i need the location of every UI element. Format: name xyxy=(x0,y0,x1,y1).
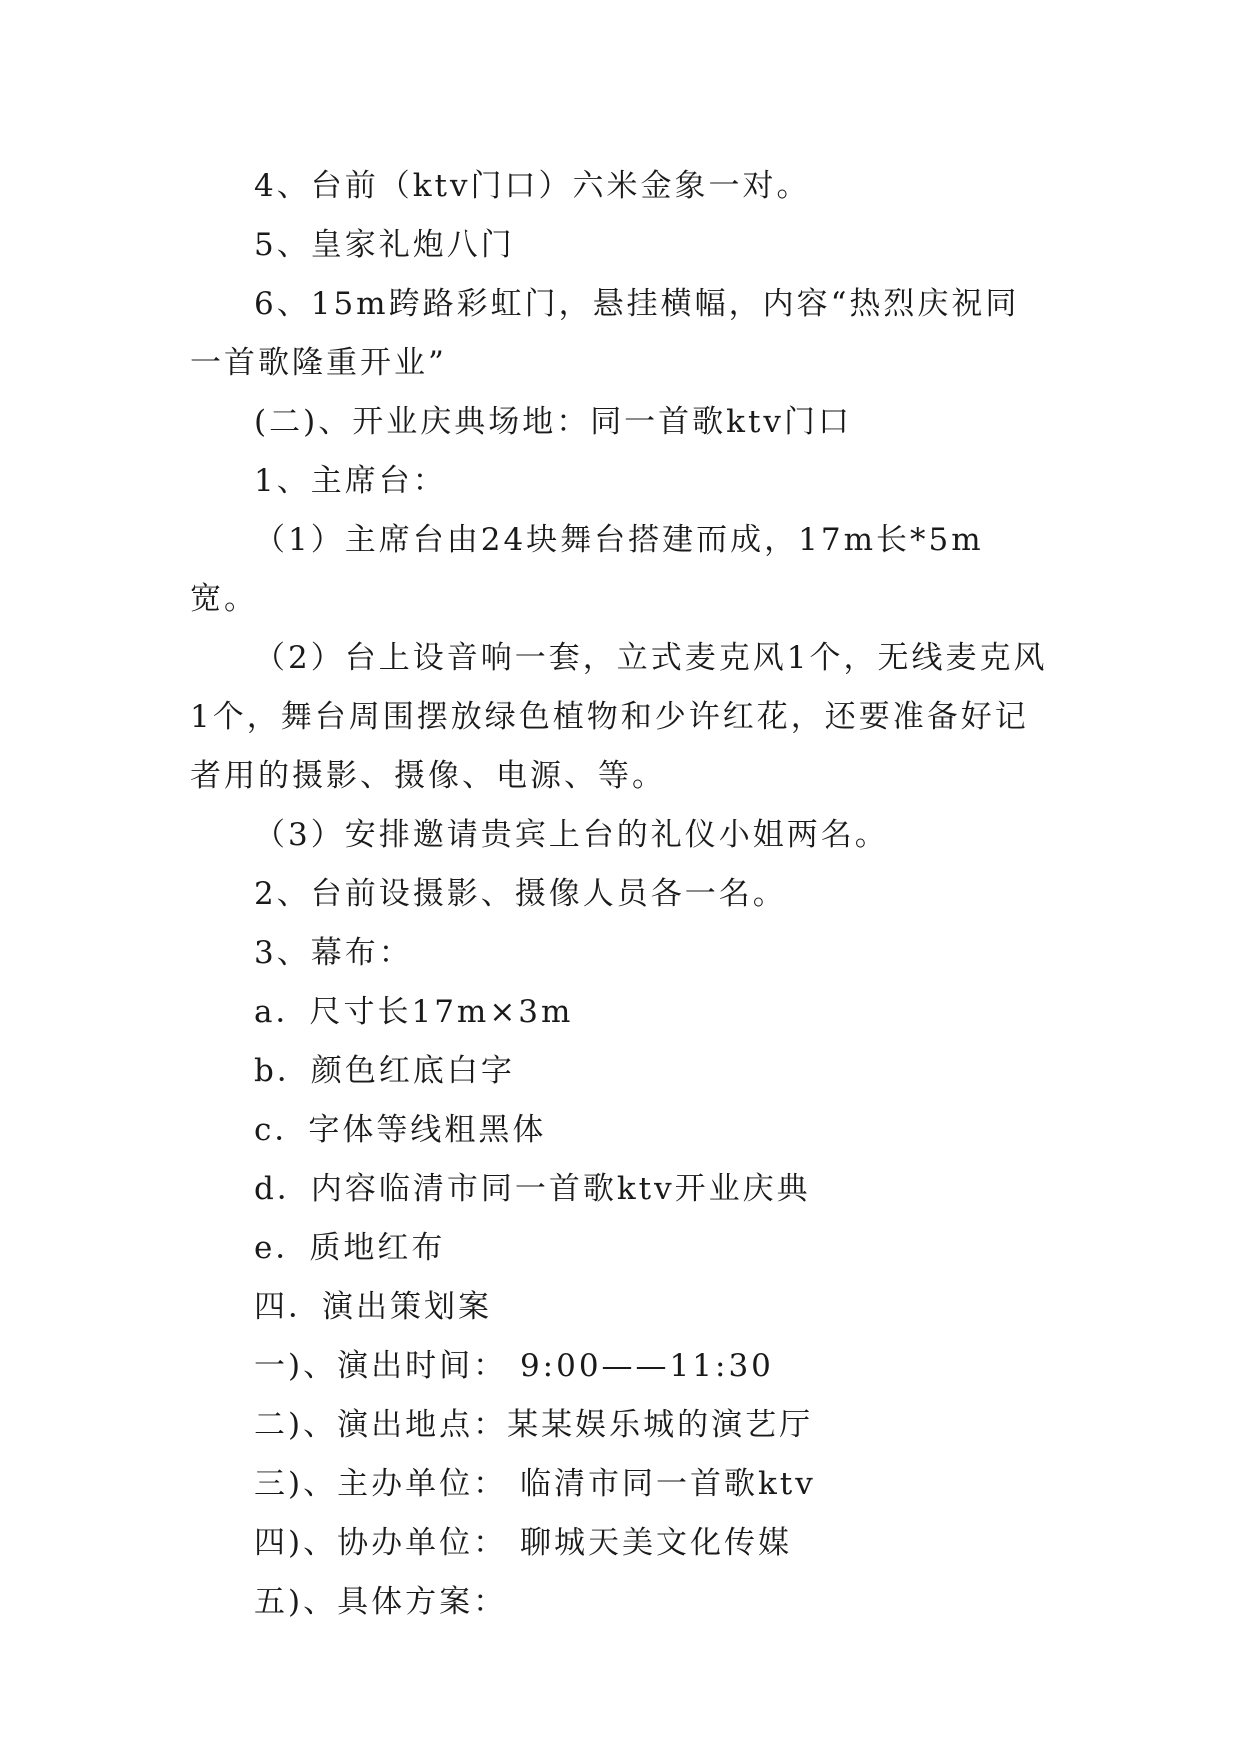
paragraph-venue-heading: (二)、开业庆典场地：同一首歌ktv门口 xyxy=(254,404,852,440)
paragraph-royal-salute: 5、皇家礼炮八门 xyxy=(254,227,515,263)
document-body xyxy=(190,157,1050,1632)
paragraph-organizer: 三)、主办单位： 临清市同一首歌ktv xyxy=(254,1466,816,1502)
paragraph-etiquette-hostesses: （3）安排邀请贵宾上台的礼仪小姐两名。 xyxy=(254,817,889,853)
paragraph-backdrop-color: b．颜色红底白字 xyxy=(254,1053,515,1089)
paragraph-backdrop-content: d．内容临清市同一首歌ktv开业庆典 xyxy=(254,1171,811,1207)
paragraph-performance-location: 二)、演出地点：某某娱乐城的演艺厅 xyxy=(254,1407,814,1443)
paragraph-golden-elephants: 4、台前（ktv门口）六米金象一对。 xyxy=(254,168,811,204)
paragraph-backdrop-size: a．尺寸长17m×3m xyxy=(254,994,574,1030)
paragraph-rainbow-arch: 6、15m跨路彩虹门，悬挂横幅，内容“热烈庆祝同一首歌隆重开业” xyxy=(190,286,1020,381)
paragraph-performance-heading: 四．演出策划案 xyxy=(254,1289,492,1325)
paragraph-backdrop-material: e．质地红布 xyxy=(254,1230,446,1266)
paragraph-photographers: 2、台前设摄影、摄像人员各一名。 xyxy=(254,876,787,912)
paragraph-specific-plan: 五)、具体方案： xyxy=(254,1584,508,1620)
paragraph-performance-time: 一)、演出时间： 9:00——11:30 xyxy=(254,1348,774,1384)
paragraph-co-organizer: 四)、协办单位： 聊城天美文化传媒 xyxy=(254,1525,792,1561)
paragraph-backdrop-font: c．字体等线粗黑体 xyxy=(254,1112,547,1148)
paragraph-rostrum-build: （1）主席台由24块舞台搭建而成，17m长*5m宽。 xyxy=(190,522,984,617)
paragraph-rostrum-heading: 1、主席台： xyxy=(254,463,447,499)
paragraph-rostrum-equipment: （2）台上设音响一套，立式麦克风1个，无线麦克风1个，舞台周围摆放绿色植物和少许红花，还要准备好记者用的摄影、摄像、电源、等。 xyxy=(190,640,1048,794)
paragraph-backdrop-heading: 3、幕布： xyxy=(254,935,413,971)
